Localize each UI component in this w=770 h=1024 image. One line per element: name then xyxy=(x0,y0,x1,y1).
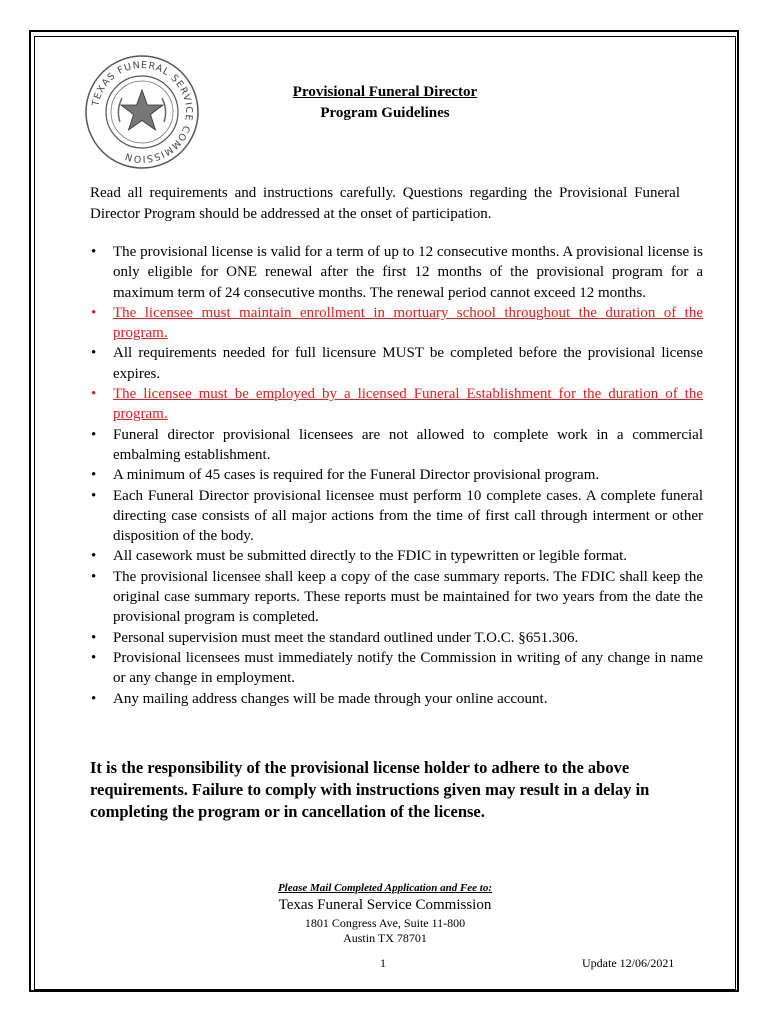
bullet-icon: • xyxy=(91,244,97,260)
requirement-item xyxy=(91,384,703,425)
requirement-text: Personal supervision must meet the standard outlined under T.O.C. §651.306. xyxy=(113,629,579,646)
requirement-text: The provisional licensee shall keep a copy of the case summary reports. The FDIC shall keep the original case summary reports. These reports must be maintained for two years from the date the provisional program is completed. xyxy=(113,568,703,626)
mailing-label: Please Mail Completed Application and Fee to: xyxy=(277,882,493,894)
requirement-text: The provisional license is valid for a term of up to 12 consecutive months. A provisional license is only eligible for ONE renewal after the first 12 months of the provisional program for a maximum term of 24 consecutive months. The renewal period cannot exceed 12 months. xyxy=(113,244,703,301)
requirement-item xyxy=(91,567,703,628)
commission-seal-logo xyxy=(82,52,202,172)
bullet-icon: • xyxy=(91,386,97,403)
requirement-text: The licensee must maintain enrollment in mortuary school throughout the duration of the program. xyxy=(113,304,703,342)
bullet-icon: • xyxy=(91,487,97,504)
requirement-text: Any mailing address changes will be made through your online account. xyxy=(113,690,548,707)
mailing-street: 1801 Congress Ave, Suite 11-800 xyxy=(304,916,466,930)
bullet-icon: • xyxy=(91,345,97,362)
page-subtitle: Program Guidelines xyxy=(320,105,450,121)
requirement-text: The licensee must be employed by a licensed Funeral Establishment for the duration of the program. xyxy=(113,386,703,423)
page-title: Provisional Funeral Director xyxy=(292,84,478,100)
seal-ring-text: TEXAS FUNERAL SERVICE COMMISSION xyxy=(90,59,195,165)
bullet-icon: • xyxy=(91,467,97,484)
requirement-item xyxy=(91,689,703,709)
update-date: Update 12/06/2021 xyxy=(582,956,675,970)
requirement-item xyxy=(91,343,703,384)
bullet-icon: • xyxy=(91,568,97,585)
requirement-text: Each Funeral Director provisional licensee must perform 10 complete cases. A complete funeral directing case consists of all major actions from the time of first call through interment or other disposition of the body. xyxy=(113,487,703,545)
requirement-item xyxy=(91,303,703,344)
intro-paragraph: Read all requirements and instructions carefully. Questions regarding the Provisional Funeral Director Program should be addressed at the onset of participation. xyxy=(90,185,680,222)
bullet-icon: • xyxy=(91,629,97,646)
page-number: 1 xyxy=(380,956,386,970)
bullet-icon: • xyxy=(91,690,97,707)
bullet-icon: • xyxy=(91,548,97,565)
requirement-text: A minimum of 45 cases is required for the Funeral Director provisional program. xyxy=(113,467,600,484)
responsibility-warning: It is the responsibility of the provisional license holder to adhere to the above requirements. Failure to comply with instructions given may result in a delay in completing the program or in cancellation of the license. xyxy=(90,758,650,821)
requirement-item xyxy=(91,465,703,485)
requirement-item xyxy=(91,546,703,566)
requirement-text: All requirements needed for full licensure MUST be completed before the provisional license expires. xyxy=(113,345,703,382)
requirement-item xyxy=(91,648,703,689)
requirement-item xyxy=(91,425,703,466)
mailing-city: Austin TX 78701 xyxy=(343,931,427,945)
star-icon xyxy=(121,90,163,130)
requirement-text: All casework must be submitted directly to the FDIC in typewritten or legible format. xyxy=(113,548,628,565)
requirement-item xyxy=(91,486,703,547)
requirement-item xyxy=(91,242,703,303)
requirement-text: Provisional licensees must immediately notify the Commission in writing of any change in name or any change in employment. xyxy=(113,649,703,687)
mailing-organization: Texas Funeral Service Commission xyxy=(278,897,492,913)
bullet-icon: • xyxy=(91,426,97,443)
requirement-item xyxy=(91,628,703,648)
bullet-icon: • xyxy=(91,649,97,666)
requirements-list xyxy=(90,242,703,709)
requirement-text: Funeral director provisional licensees are not allowed to complete work in a commercial embalming establishment. xyxy=(113,426,703,463)
bullet-icon: • xyxy=(91,304,97,321)
